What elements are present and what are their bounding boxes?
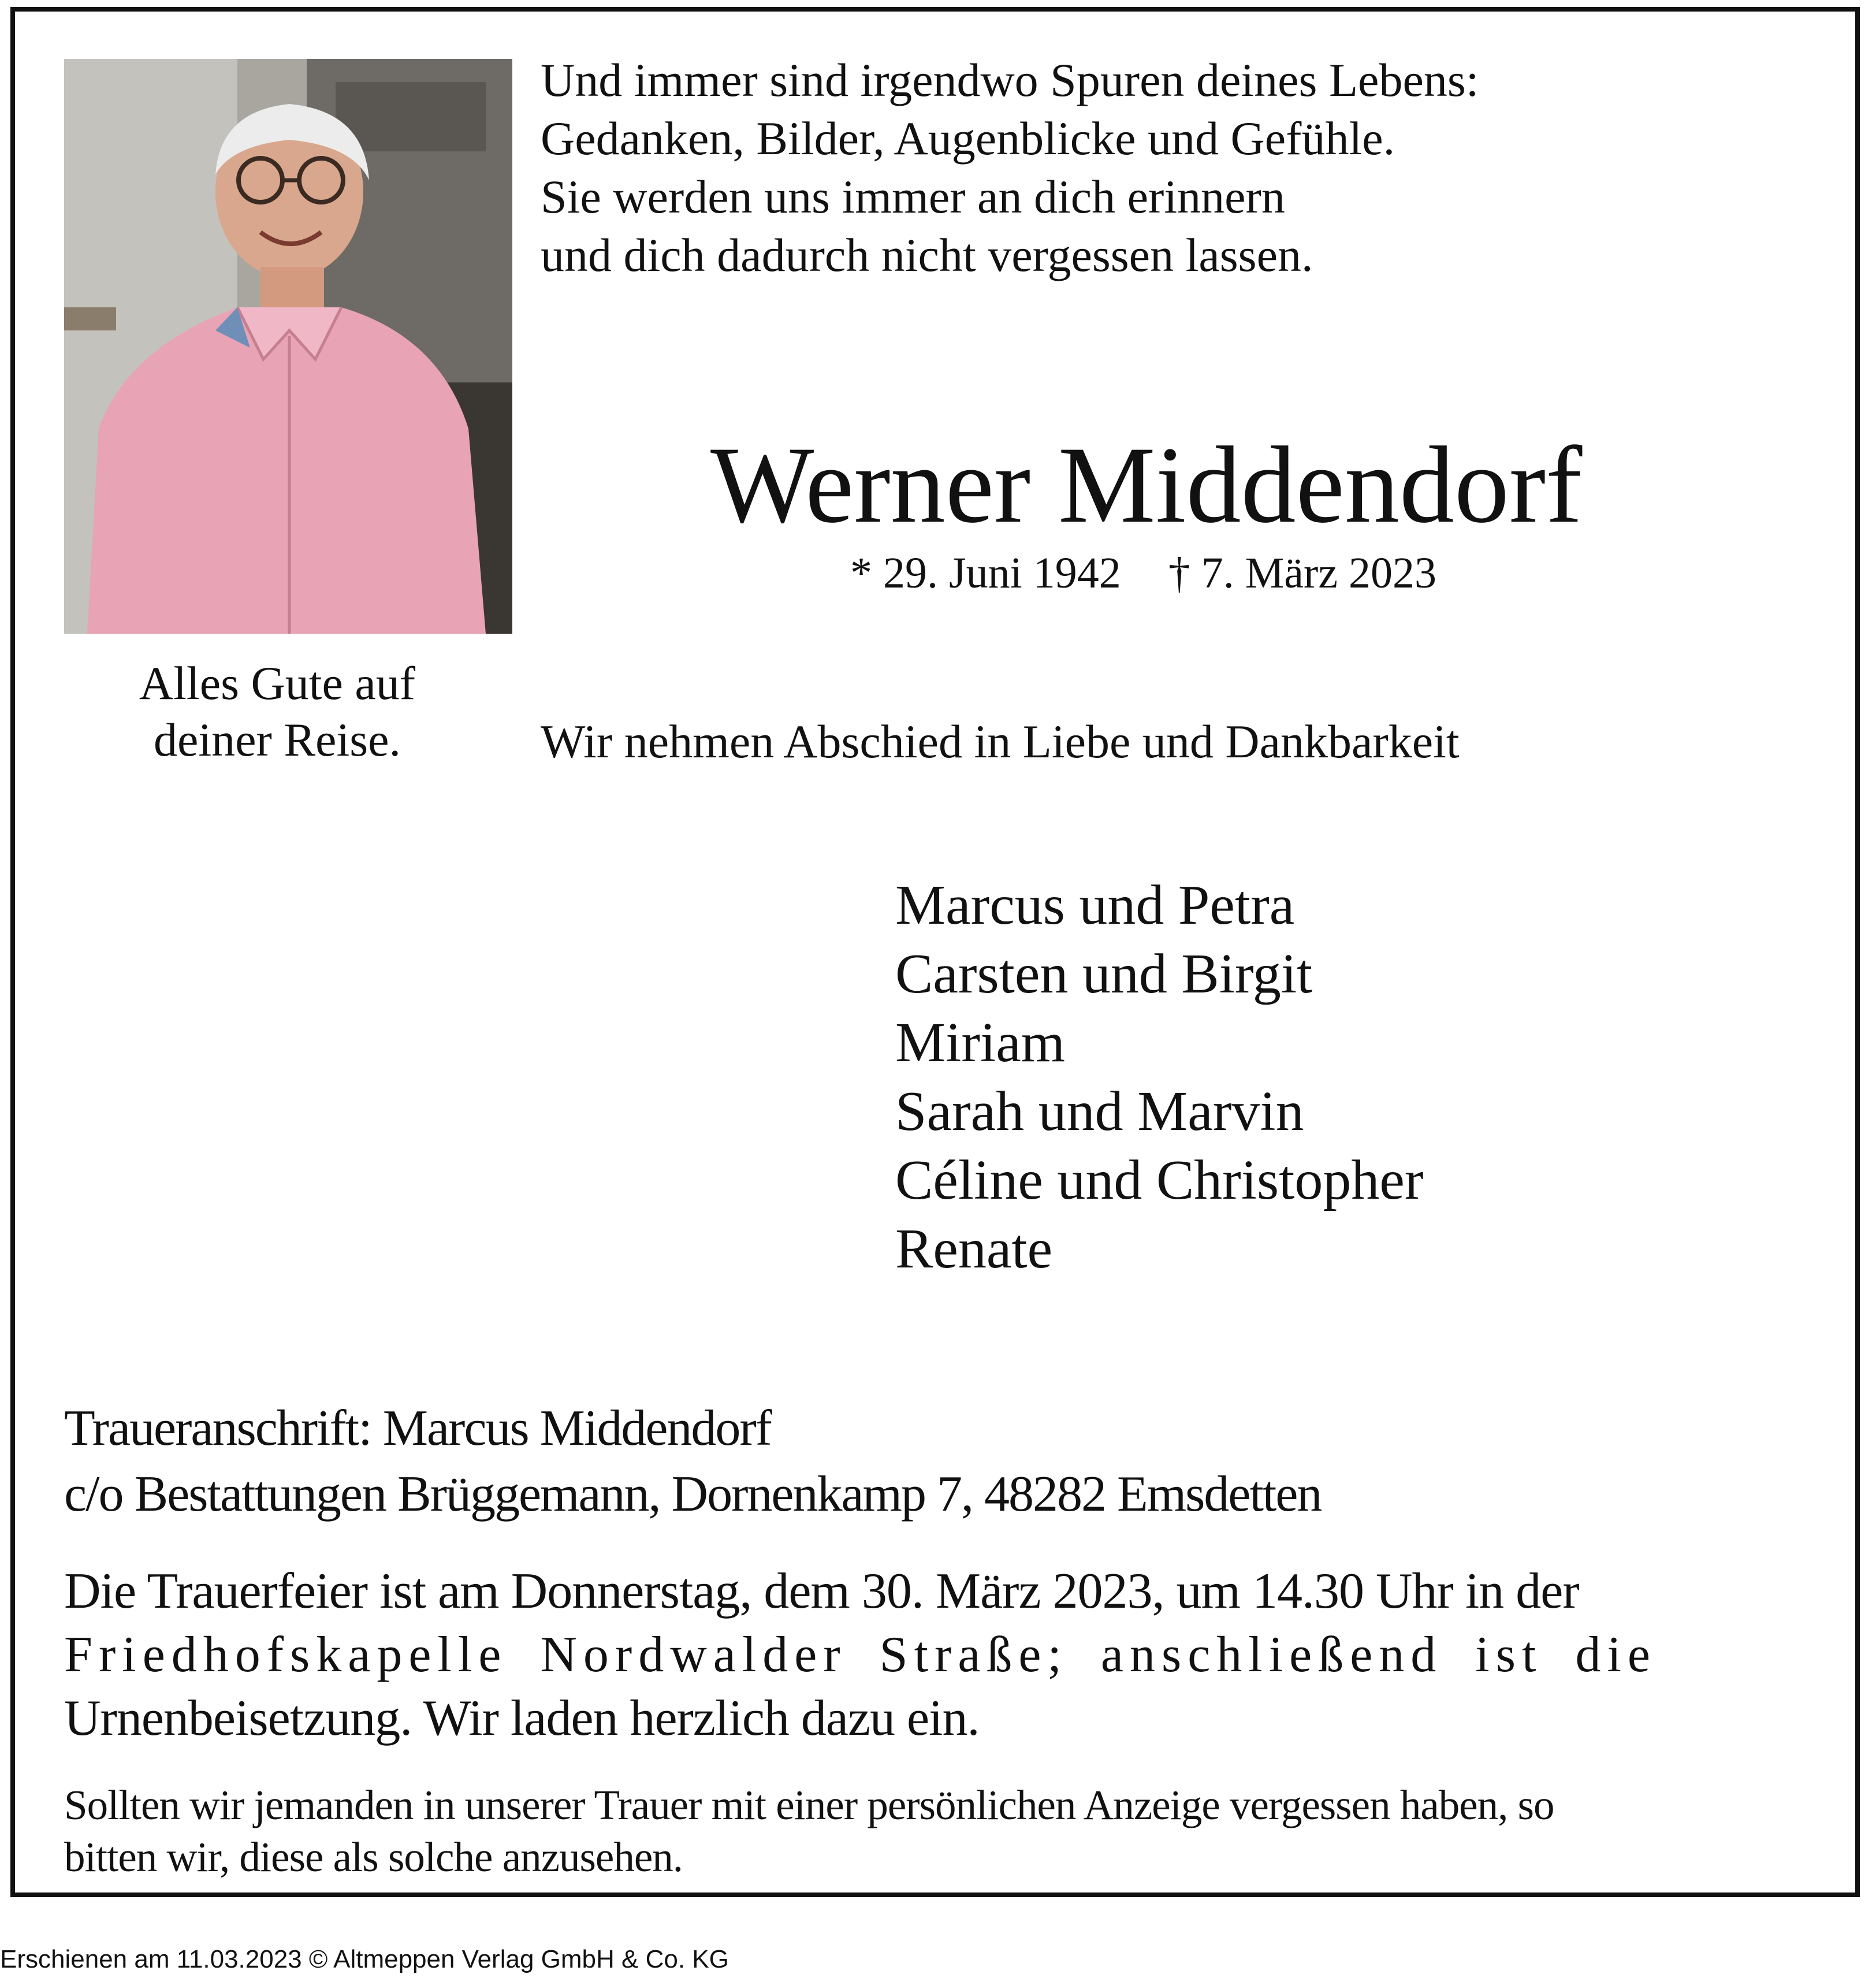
address-line: c/o Bestattungen Brüggemann, Dornenkamp 7, 48282 Emsdetten: [64, 1466, 1322, 1522]
life-dates: [850, 544, 1436, 602]
memorial-quote: [541, 51, 1479, 284]
caption-line: deiner Reise.: [153, 713, 401, 766]
quote-line: Sie werden uns immer an dich erinnern: [541, 170, 1285, 223]
publication-footer: Erschienen am 11.03.2023 © Altmeppen Verlag GmbH & Co. KG: [0, 1945, 729, 1973]
quote-line: Gedanken, Bilder, Augenblicke und Gefühle.: [541, 112, 1395, 165]
mourners-list: [895, 871, 1424, 1284]
address-line: Traueranschrift: Marcus Middendorf: [64, 1400, 771, 1456]
service-line: Die Trauerfeier ist am Donnerstag, dem 30. März 2023, um 14.30 Uhr in der: [64, 1563, 1579, 1619]
birth-date: * 29. Juni 1942: [850, 549, 1121, 597]
funeral-service-info: [64, 1560, 1814, 1750]
farewell-line: Wir nehmen Abschied in Liebe und Dankbarkeit: [541, 715, 1460, 768]
mourner-name: Miriam: [895, 1012, 1065, 1074]
portrait-photo: [64, 59, 512, 634]
service-line: Friedhofskapelle Nordwalder Straße; anschließend ist die: [64, 1627, 1657, 1683]
note-line: Sollten wir jemanden in unserer Trauer mit einer persönlichen Anzeige vergessen haben, so: [64, 1782, 1554, 1828]
caption-line: Alles Gute auf: [139, 657, 416, 709]
photo-caption: [87, 655, 468, 768]
death-date: † 7. März 2023: [1168, 549, 1437, 597]
mourner-name: Carsten und Birgit: [895, 943, 1313, 1005]
mourner-name: Céline und Christopher: [895, 1149, 1424, 1211]
mourner-name: Sarah und Marvin: [895, 1080, 1304, 1143]
quote-line: Und immer sind irgendwo Spuren deines Lebens:: [541, 54, 1479, 106]
quote-line: und dich dadurch nicht vergessen lassen.: [541, 229, 1313, 281]
closing-note: [64, 1779, 1554, 1883]
note-line: bitten wir, diese als solche anzusehen.: [64, 1834, 683, 1880]
mourner-name: Renate: [895, 1218, 1053, 1280]
deceased-name: Werner Middendorf: [710, 425, 1583, 546]
mourner-name: Marcus und Petra: [895, 874, 1295, 936]
mourning-address: [64, 1396, 1321, 1527]
service-line: Urnenbeisetzung. Wir laden herzlich dazu ein.: [64, 1690, 980, 1746]
